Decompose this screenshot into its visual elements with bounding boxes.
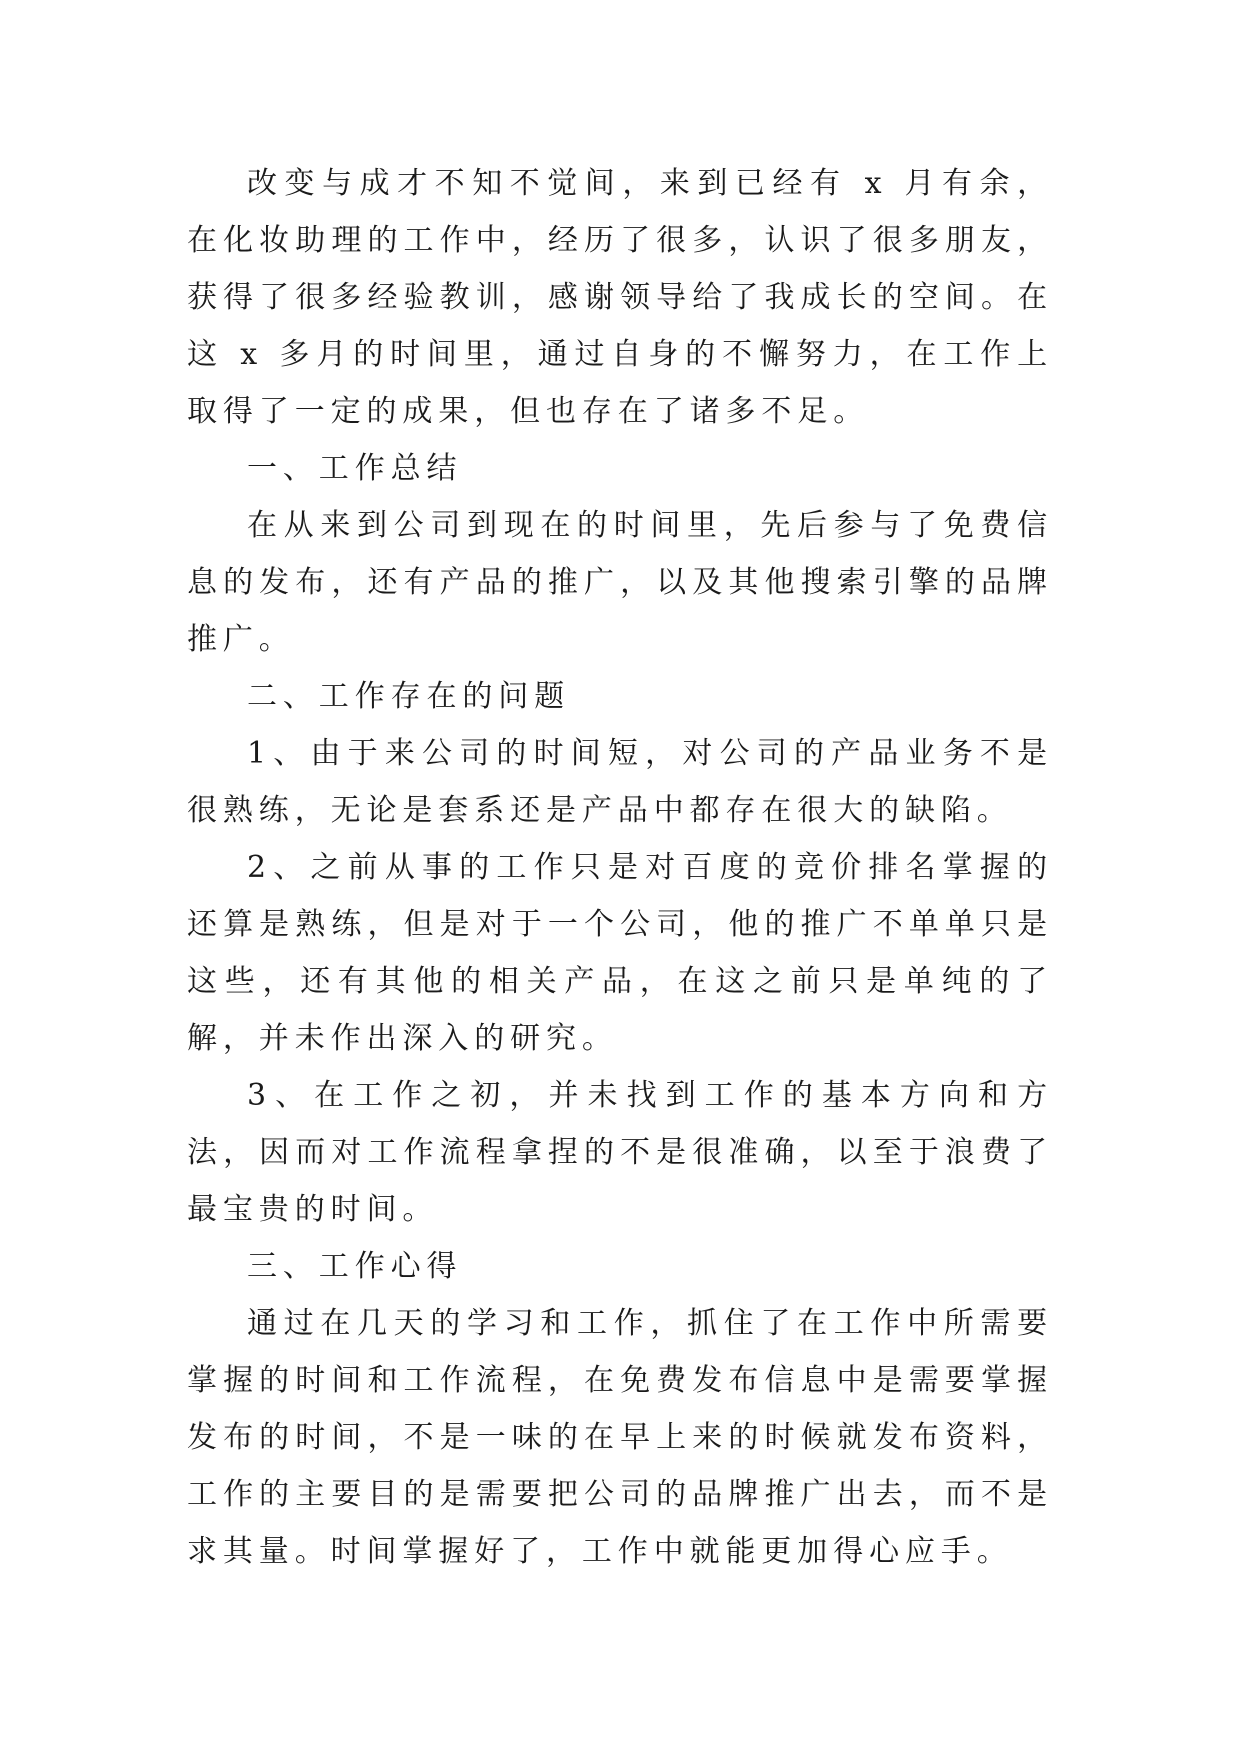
section-heading-insights: 三、工作心得: [247, 1249, 463, 1284]
section-heading-work-summary: 一、工作总结: [247, 451, 463, 486]
problem-item-2: 2、之前从事的工作只是对百度的竞价排名掌握的还算是熟练，但是对于一个公司，他的推广不单单只是这些，还有其他的相关产品，在这之前只是单纯的了解，并未作出深入的研究。: [187, 850, 1053, 1056]
intro-paragraph: 改变与成才不知不觉间，来到已经有 x 月有余，在化妆助理的工作中，经历了很多，认识了很多朋友，获得了很多经验教训，感谢领导给了我成长的空间。在这 x 多月的时间里，通过自身的不懈努力，在工作上取得了一定的成果，但也存在了诸多不足。: [187, 166, 1053, 429]
work-summary-paragraph: 在从来到公司到现在的时间里，先后参与了免费信息的发布，还有产品的推广，以及其他搜索引擎的品牌推广。: [187, 508, 1053, 657]
problem-item-1: 1、由于来公司的时间短，对公司的产品业务不是很熟练，无论是套系还是产品中都存在很大的缺陷。: [187, 736, 1053, 828]
insights-paragraph: 通过在几天的学习和工作，抓住了在工作中所需要掌握的时间和工作流程，在免费发布信息中是需要掌握发布的时间，不是一味的在早上来的时候就发布资料，工作的主要目的是需要把公司的品牌推广出去，而不是求其量。时间掌握好了，工作中就能更加得心应手。: [187, 1306, 1053, 1569]
document-body: [187, 155, 1053, 1580]
problem-item-3: 3、在工作之初，并未找到工作的基本方向和方法，因而对工作流程拿捏的不是很准确，以至于浪费了最宝贵的时间。: [187, 1078, 1053, 1227]
section-heading-problems: 二、工作存在的问题: [247, 679, 571, 714]
